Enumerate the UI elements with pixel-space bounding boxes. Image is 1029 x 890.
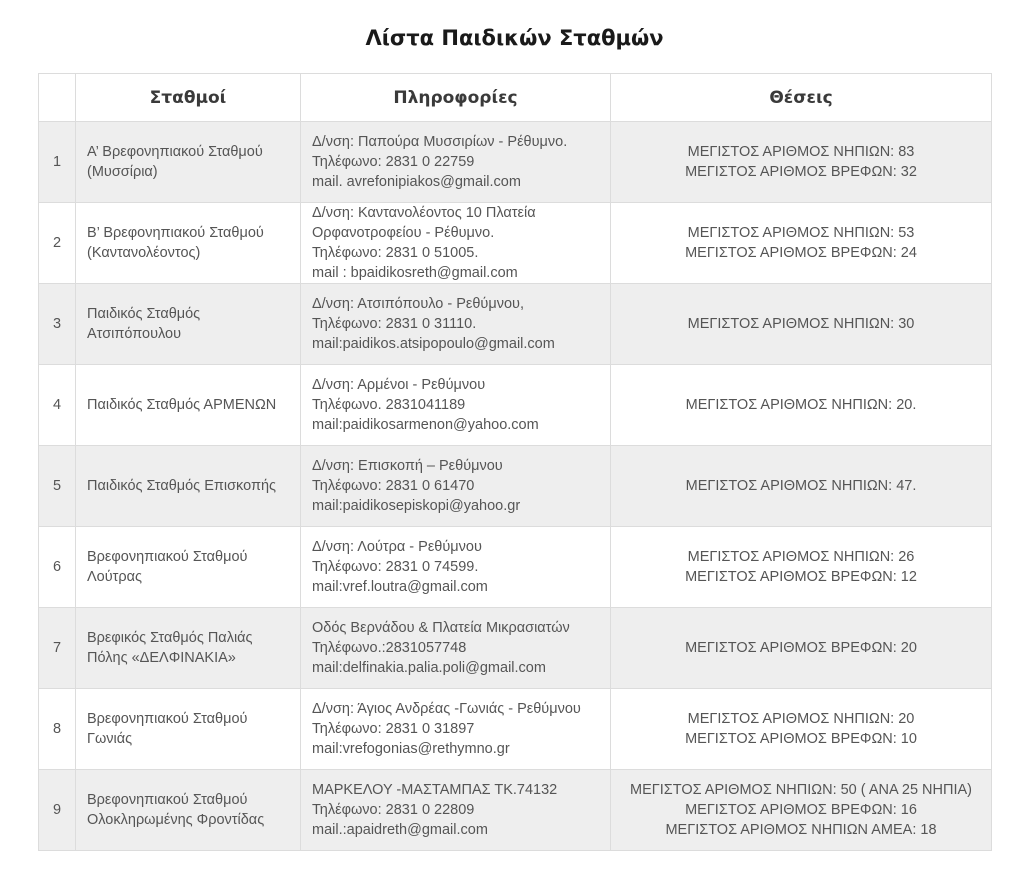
station-info-cell [301,365,611,446]
header-index [39,74,76,122]
station-info-line: Τηλέφωνο: 2831 0 61470 [312,478,475,494]
station-positions-line: ΜΕΓΙΣΤΟΣ ΑΡΙΘΜΟΣ ΝΗΠΙΩΝ: 20 [687,711,915,727]
station-positions-line: ΜΕΓΙΣΤΟΣ ΑΡΙΘΜΟΣ ΒΡΕΦΩΝ: 20 [685,640,917,656]
row-number: 4 [39,365,76,446]
station-name-cell [76,122,301,203]
table-row [39,770,992,851]
station-info-line: mail:vrefogonias@rethymno.gr [312,741,510,757]
station-positions-line: ΜΕΓΙΣΤΟΣ ΑΡΙΘΜΟΣ ΝΗΠΙΩΝ ΑΜΕΑ: 18 [665,822,937,838]
station-positions-cell [611,770,992,851]
station-info-line: Δ/νση: Ατσιπόπουλο - Ρεθύμνου, [312,296,524,312]
station-positions-cell [611,689,992,770]
station-name-cell [76,446,301,527]
station-name-line: Β’ Βρεφονηπιακού Σταθμού [87,225,264,241]
station-name-line: (Καντανολέοντος) [87,245,201,261]
station-name-line: Πόλης «ΔΕΛΦΙΝΑΚΙΑ» [87,650,236,666]
station-info-cell [301,689,611,770]
station-info-line: mail.:apaidreth@gmail.com [312,822,488,838]
station-name-line: Βρεφονηπιακού Σταθμού [87,711,248,727]
station-info-line: Τηλέφωνο: 2831 0 51005. [312,245,479,261]
row-number: 1 [39,122,76,203]
table-row [39,527,992,608]
header-info: Πληροφορίες [301,74,611,122]
station-name-cell [76,608,301,689]
station-name-line: Παιδικός Σταθμός Επισκοπής [87,478,277,494]
station-info-line: mail:vref.loutra@gmail.com [312,579,488,595]
station-info-line: Δ/νση: Λούτρα - Ρεθύμνου [312,539,482,555]
station-info-line: Τηλέφωνο: 2831 0 22809 [312,802,475,818]
station-info-cell [301,203,611,284]
table-row [39,203,992,284]
station-positions-line: ΜΕΓΙΣΤΟΣ ΑΡΙΘΜΟΣ ΒΡΕΦΩΝ: 16 [685,802,917,818]
table-header-row [39,74,992,122]
station-name-line: Ολοκληρωμένης Φροντίδας [87,812,265,828]
row-number: 9 [39,770,76,851]
station-name-line: Λούτρας [87,569,143,585]
table-row [39,122,992,203]
header-stations: Σταθμοί [76,74,301,122]
station-positions-cell [611,365,992,446]
station-positions-line: ΜΕΓΙΣΤΟΣ ΑΡΙΘΜΟΣ ΒΡΕΦΩΝ: 24 [685,245,917,261]
station-name-line: Ατσιπόπουλου [87,326,182,342]
row-number: 6 [39,527,76,608]
station-name-line: Βρεφικός Σταθμός Παλιάς [87,630,253,646]
station-info-line: mail:paidikosarmenon@yahoo.com [312,417,539,433]
station-positions-line: ΜΕΓΙΣΤΟΣ ΑΡΙΘΜΟΣ ΝΗΠΙΩΝ: 83 [687,144,915,160]
row-number: 5 [39,446,76,527]
station-info-line: mail:paidikosepiskopi@yahoo.gr [312,498,521,514]
station-positions-line: ΜΕΓΙΣΤΟΣ ΑΡΙΘΜΟΣ ΝΗΠΙΩΝ: 50 ( ΑΝΑ 25 ΝΗΠΙΑ) [630,782,972,798]
station-positions-line: ΜΕΓΙΣΤΟΣ ΑΡΙΘΜΟΣ ΝΗΠΙΩΝ: 26 [687,549,915,565]
table-row [39,608,992,689]
station-positions-line: ΜΕΓΙΣΤΟΣ ΑΡΙΘΜΟΣ ΒΡΕΦΩΝ: 32 [685,164,917,180]
station-info-line: Τηλέφωνο: 2831 0 31897 [312,721,475,737]
station-info-line: Τηλέφωνο: 2831 0 31110. [312,316,477,332]
table-row [39,365,992,446]
station-info-cell [301,284,611,365]
station-positions-line: ΜΕΓΙΣΤΟΣ ΑΡΙΘΜΟΣ ΝΗΠΙΩΝ: 53 [687,225,915,241]
station-positions-line: ΜΕΓΙΣΤΟΣ ΑΡΙΘΜΟΣ ΝΗΠΙΩΝ: 47. [685,478,917,494]
station-positions-line: ΜΕΓΙΣΤΟΣ ΑΡΙΘΜΟΣ ΒΡΕΦΩΝ: 12 [685,569,917,585]
stations-table [38,73,992,851]
station-name-line: Παιδικός Σταθμός ΑΡΜΕΝΩΝ [87,397,277,413]
station-positions-line: ΜΕΓΙΣΤΟΣ ΑΡΙΘΜΟΣ ΒΡΕΦΩΝ: 10 [685,731,917,747]
station-name-line: Παιδικός Σταθμός [87,306,201,322]
row-number: 7 [39,608,76,689]
station-positions-cell [611,122,992,203]
station-name-cell [76,365,301,446]
station-info-line: Δ/νση: Επισκοπή – Ρεθύμνου [312,458,503,474]
station-info-line: mail : bpaidikosreth@gmail.com [312,265,518,281]
station-info-line: mail:paidikos.atsipopoulo@gmail.com [312,336,555,352]
station-name-line: Γωνιάς [87,731,133,747]
station-info-line: Τηλέφωνο: 2831 0 22759 [312,154,475,170]
station-info-cell [301,770,611,851]
station-info-line: Οδός Βερνάδου & Πλατεία Μικρασιατών [312,620,570,636]
station-info-cell [301,608,611,689]
station-name-cell [76,770,301,851]
table-body [39,122,992,851]
station-info-line: ΜΑΡΚΕΛΟΥ -ΜΑΣΤΑΜΠΑΣ ΤΚ.74132 [312,782,558,798]
station-info-line: Δ/νση: Καντανολέοντος 10 Πλατεία [312,205,536,221]
station-info-line: Τηλέφωνο. 2831041189 [312,397,466,413]
station-positions-line: ΜΕΓΙΣΤΟΣ ΑΡΙΘΜΟΣ ΝΗΠΙΩΝ: 30 [687,316,915,332]
station-info-cell [301,122,611,203]
station-positions-cell [611,203,992,284]
table-row [39,446,992,527]
station-name-line: (Μυσσίρια) [87,164,158,180]
row-number: 2 [39,203,76,284]
station-info-line: Δ/νση: Άγιος Ανδρέας -Γωνιάς - Ρεθύμνου [312,701,581,717]
station-name-line: Α’ Βρεφονηπιακού Σταθμού [87,144,263,160]
station-positions-cell [611,284,992,365]
station-positions-cell [611,608,992,689]
row-number: 3 [39,284,76,365]
station-name-cell [76,527,301,608]
station-info-line: Δ/νση: Παπούρα Μυσσιρίων - Ρέθυμνο. [312,134,568,150]
table-row [39,689,992,770]
table-row [39,284,992,365]
station-name-cell [76,284,301,365]
station-info-cell [301,446,611,527]
station-info-line: Τηλέφωνο: 2831 0 74599. [312,559,479,575]
station-name-line: Βρεφονηπιακού Σταθμού [87,549,248,565]
station-info-line: mail:delfinakia.palia.poli@gmail.com [312,660,546,676]
station-positions-cell [611,446,992,527]
station-name-cell [76,689,301,770]
station-name-cell [76,203,301,284]
station-positions-cell [611,527,992,608]
station-info-line: Τηλέφωνο.:2831057748 [312,640,467,656]
station-info-line: mail. avrefonipiakos@gmail.com [312,174,521,190]
station-info-line: Ορφανοτροφείου - Ρέθυμνο. [312,225,495,241]
station-name-line: Βρεφονηπιακού Σταθμού [87,792,248,808]
row-number: 8 [39,689,76,770]
header-positions: Θέσεις [611,74,992,122]
page-title: Λίστα Παιδικών Σταθμών [365,26,664,50]
station-info-cell [301,527,611,608]
station-positions-line: ΜΕΓΙΣΤΟΣ ΑΡΙΘΜΟΣ ΝΗΠΙΩΝ: 20. [685,397,917,413]
station-info-line: Δ/νση: Αρμένοι - Ρεθύμνου [312,377,486,393]
